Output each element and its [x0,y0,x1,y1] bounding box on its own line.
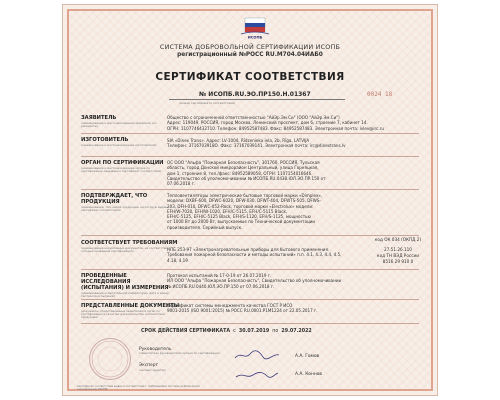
manufacturer-caption: (наименование и местонахождение изготовителя) [81,143,157,147]
certification-body-label: ОРГАН ПО СЕРТИФИКАЦИИ [81,160,164,166]
product-line: EFH/C-5125, EFH/C-5125 Black, EFH/S-1120, EFH/S-1125, мощностью [167,214,312,220]
validity-to-label: по [272,329,279,334]
product-label: ПРОДУКЦИЯ [81,199,120,205]
tests-label-2: ИССЛЕДОВАНИЯ [81,279,131,285]
head-name: А.А. Гомов [295,354,320,359]
system-name: СИСТЕМА ДОБРОВОЛЬНОЙ СЕРТИФИКАЦИИ ИСОПБ [159,43,341,51]
requirements-line: НПБ 253-97 «Электронагревательные приборы для бытового применения. [167,247,330,252]
documents-caption: (документы, представленные заявителем в орган по сертификации в качестве доказательства соответствия продукции) [81,309,165,320]
divider [81,156,419,157]
manufacturer-text [167,138,346,149]
applicant-line: Адрес: 119049, РОССИЯ, город Москва, Ленинский проспект, дом 6, строение 7, кабинет 14. [167,120,368,126]
system-registration: регистрационный №РОСС RU.М704.04ИАБ0 [177,52,323,58]
requirements-line: Требования пожарной безопасности и методы испытаний» п.п. 4.1, 4.3, 4.4, 4.5, 4.18, 4.19 [167,252,342,263]
footer-note: Сертификат соответствия выдан в соответствии с требованиями системы добровольной сертификации ИСОПБ [77,385,200,392]
applicant-line: ОГРН: 1107746432710. Телефон: 84952587483. Факс: 84952587483. Электронная почта: ivlev@irc.ru [167,125,384,131]
certificate-title: СЕРТИФИКАТ СООТВЕТСТВИЯ [155,71,345,83]
manufacturer-label: ИЗГОТОВИТЕЛЬ [81,137,129,143]
tests-label: ПРОВЕДЕННЫЕ [81,273,127,279]
product-line: от 1000 Вт до 2000 Вт, выпускаемые по Технической документации [167,219,316,225]
divider [81,269,419,270]
documents-line: 9001-2015 (ISO 9001:2015) № РОСС RU.0001.Р1М1224 от 22.05.2017 г. [167,308,318,314]
validity-from-date: 30.07.2019 [238,329,270,334]
applicant-text [167,115,384,131]
tests-line: ИЛ ООО "Альфа "Пожарная Безопасность", Свидетельство об уполномочивании [167,278,342,284]
certification-body-text [167,160,325,186]
certificate-number-rule [169,99,345,100]
tests-label-3: (ИСПЫТАНИЯ) И ИЗМЕРЕНИЯ [81,285,169,291]
documents-text [167,303,318,314]
product-line: производителя. Серийный выпуск. [167,224,243,230]
tests-text [167,273,341,289]
applicant-caption: (наименование и местонахождение заявителя, его реквизиты) [81,121,158,129]
sds-logo-icon [237,17,273,39]
applicant-label: ЗАЯВИТЕЛЬ [81,115,117,121]
expert-role-caption: (эксперт-аудитор) [139,367,167,372]
divider [81,189,419,190]
logo-text: ИСОПБ [247,35,263,39]
divider [81,133,419,134]
requirements-caption: (наименование нормативных документов, на соответствие которых проведена сертификация) [81,246,170,254]
requirements-text [167,247,347,263]
head-signature-icon [233,349,281,361]
serial-number: 0024 18 [367,91,393,98]
certificate-sheet [62,4,438,396]
tnved-value: 8516 29 910 0 [382,258,414,264]
certificate-number: № ИСОПБ.RU.ЭО.ПР150.Н.01367 [199,91,311,98]
manufacturer-line: SIA «Dinex Trans». Адрес: LV-1004, Rīdzenieku iela, 2b, Rīga, LATVIJA [167,138,310,143]
body-line: ОС ООО "Альфа "Пожарная Безопасность", 301760, РОССИЯ, Тульская [167,160,320,165]
body-line: область, город Донской микрорайон Центральный, улица Горняцкая, [167,165,319,171]
product-line: модели: DXBF-600, DFWC-6020, DFW-030, DFWT-404, DFWTS-505, DFWS- [167,198,321,204]
validity-from-label: с [233,329,236,334]
okp-label: код ОК 034 (ОКПД 2) [374,237,422,242]
documents-label: ПРЕДСТАВЛЕННЫЕ ДОКУМЕНТЫ [81,303,180,309]
product-codes-okp [363,237,433,243]
product-line: EFH/W-7020, EFH/W-1020, EFH/C-5115, EFH/C-5115 Black, [167,208,288,214]
body-line: 07.06.2018 г. [167,181,196,187]
divider [81,235,419,236]
product-text [167,193,363,230]
certification-body-caption: (наименование и местонахождение органа по сертификации, выдавшего сертификат соответствия) [81,166,162,174]
head-role-caption: (заместитель руководителя) органа по сертификации [139,351,220,356]
product-line: Тепловентиляторы электрические бытовые торговой марки «Dimplex», [167,193,323,198]
okp-value: 27.51.26.110 [384,247,412,252]
expert-name: А.А. Коннов [295,372,323,377]
product-caption: (наименование, тип, марка продукции, на которую выдан сертификат соответствия) [81,205,168,213]
validity-label: СРОК ДЕЙСТВИЯ СЕРТИФИКАТА [141,329,231,334]
tests-line: Протокол испытаний № 17-0-19 от 26.07.2019 г. [167,273,272,278]
validity-period [141,329,312,334]
tests-line: № ИСОПБ.RU.0440.ЮЛ.ЭО.ПР.150 от 07.06.2018 г. [167,283,275,289]
certificate-number-caption: (номер сертификата соответствия) [179,101,236,105]
expert-role: Эксперт [139,363,159,369]
documents-line: Сертификат системы менеджмента качества ГОСТ Р ИСО [167,303,293,308]
body-line: Свидетельство об уполномочивании № ИСОПБ.RU.0438.ЮЛ.ЭО.ПР.150 от [167,175,326,181]
manufacturer-line: Телефон: 3716703918О. Факс: 37167039141. Электронная почта: irc@dinextrans.lv [167,143,346,149]
validity-to-date: 29.07.2022 [281,329,312,334]
product-codes [363,247,433,264]
tests-caption: (наименование испытательной лаборатории, дата и номер протокола испытаний) [81,291,169,299]
confirms-label: ПОДТВЕРЖДАЕТ, ЧТО [81,193,148,199]
tnved-label: код ТН ВЭД России [377,252,419,258]
head-role: Руководитель [139,347,172,352]
divider [81,299,419,300]
certificate-frame [67,9,433,391]
divider [81,323,419,324]
applicant-line: Общество с ограниченной ответственностью "АйЭр.Эм.Си" (ООО "АйЭр.Эм.Си") [167,115,340,120]
body-line: дом 1, строение 8, тел./факс: 84952589058, ОГРН: 1107154016646. [167,170,313,176]
expert-signature-icon [233,369,281,381]
product-line: 203, DFH-010, DFWC-052-Rock, торговой марки «Electrolux» модели: [167,203,314,209]
signature-roles [139,347,220,372]
seal-icon [89,338,131,380]
requirements-label: СООТВЕТСТВУЕТ ТРЕБОВАНИЯМ [81,240,178,246]
